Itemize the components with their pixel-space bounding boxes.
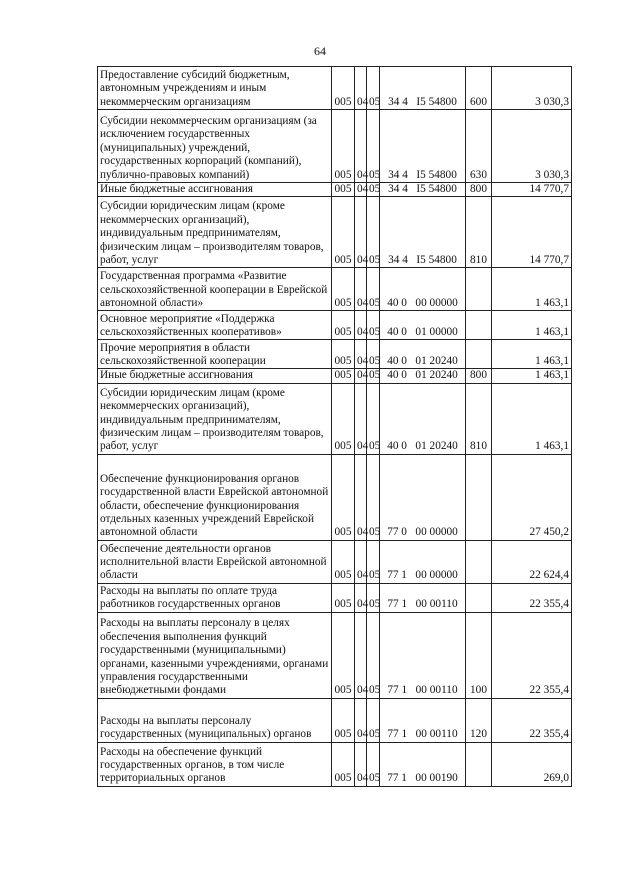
row-gr-code: 005 [332, 612, 355, 698]
row-target-article: 40 0 01 00000 [380, 311, 466, 340]
table-row [98, 67, 572, 110]
row-section-code: 04 [355, 540, 367, 583]
table-row [98, 340, 572, 369]
row-name: Расходы на выплаты персоналу в целях обеспечения выполнения функций государственными (муниципальными) органами, казенными учреждениями, органами управления государственными внебюджетными фондами [98, 612, 332, 698]
row-subsection-code: 05 [367, 311, 380, 340]
row-target-article: 34 4 I5 54800 [380, 183, 466, 197]
row-section-code: 04 [355, 583, 367, 612]
row-subsection-code: 05 [367, 340, 380, 369]
row-gr-code: 005 [332, 268, 355, 311]
row-subsection-code: 05 [367, 183, 380, 197]
row-amount: 14 770,7 [492, 183, 572, 197]
row-target-article: 34 4 I5 54800 [380, 197, 466, 268]
row-section-code: 04 [355, 197, 367, 268]
row-expense-type: 600 [466, 67, 492, 110]
row-section-code: 04 [355, 311, 367, 340]
row-amount: 1 463,1 [492, 340, 572, 369]
table-row [98, 197, 572, 268]
table-row [98, 540, 572, 583]
row-gr-code: 005 [332, 698, 355, 742]
row-subsection-code: 05 [367, 698, 380, 742]
row-target-article: 34 4 I5 54800 [380, 110, 466, 183]
row-target-article: 77 1 00 00110 [380, 612, 466, 698]
table-row [98, 454, 572, 540]
row-name: Предоставление субсидий бюджетным, автономным учреждениям и иным некоммерческим организациям [98, 67, 332, 110]
row-subsection-code: 05 [367, 369, 380, 383]
table-row [98, 612, 572, 698]
row-section-code: 04 [355, 369, 367, 383]
row-gr-code: 005 [332, 311, 355, 340]
row-name: Прочие мероприятия в области сельскохозяйственной кооперации [98, 340, 332, 369]
page-number: 64 [314, 44, 326, 58]
row-name: Обеспечение функционирования органов государственной власти Еврейской автономной области, обеспечение функционирования отдельных казенных учреждений Еврейской автономной области [98, 454, 332, 540]
row-name: Обеспечение деятельности органов исполнительной власти Еврейской автономной области [98, 540, 332, 583]
row-amount: 269,0 [492, 742, 572, 786]
table-row [98, 311, 572, 340]
row-expense-type [466, 742, 492, 786]
row-subsection-code: 05 [367, 612, 380, 698]
row-expense-type [466, 540, 492, 583]
row-expense-type: 800 [466, 369, 492, 383]
row-gr-code: 005 [332, 454, 355, 540]
row-amount: 1 463,1 [492, 369, 572, 383]
row-amount: 22 355,4 [492, 612, 572, 698]
row-subsection-code: 05 [367, 110, 380, 183]
row-subsection-code: 05 [367, 67, 380, 110]
row-gr-code: 005 [332, 742, 355, 786]
row-expense-type: 810 [466, 197, 492, 268]
row-expense-type: 800 [466, 183, 492, 197]
row-gr-code: 005 [332, 383, 355, 454]
row-name: Иные бюджетные ассигнования [98, 183, 332, 197]
row-amount: 22 355,4 [492, 698, 572, 742]
row-expense-type [466, 340, 492, 369]
row-subsection-code: 05 [367, 197, 380, 268]
row-amount: 27 450,2 [492, 454, 572, 540]
row-target-article: 77 1 00 00110 [380, 698, 466, 742]
row-expense-type: 100 [466, 612, 492, 698]
row-section-code: 04 [355, 742, 367, 786]
table-row [98, 583, 572, 612]
row-amount: 22 355,4 [492, 583, 572, 612]
row-target-article: 77 1 00 00110 [380, 583, 466, 612]
row-target-article: 40 0 01 20240 [380, 383, 466, 454]
row-section-code: 04 [355, 110, 367, 183]
row-section-code: 04 [355, 698, 367, 742]
table-row [98, 369, 572, 383]
row-section-code: 04 [355, 383, 367, 454]
row-expense-type [466, 311, 492, 340]
table-row [98, 110, 572, 183]
table-row [98, 698, 572, 742]
row-subsection-code: 05 [367, 583, 380, 612]
row-expense-type [466, 454, 492, 540]
row-amount: 14 770,7 [492, 197, 572, 268]
row-section-code: 04 [355, 454, 367, 540]
row-amount: 22 624,4 [492, 540, 572, 583]
row-section-code: 04 [355, 183, 367, 197]
row-amount: 3 030,3 [492, 67, 572, 110]
row-target-article: 77 1 00 00190 [380, 742, 466, 786]
row-subsection-code: 05 [367, 268, 380, 311]
row-gr-code: 005 [332, 369, 355, 383]
row-section-code: 04 [355, 268, 367, 311]
budget-table [97, 66, 572, 787]
row-name: Расходы на обеспечение функций государственных органов, в том числе территориальных органов [98, 742, 332, 786]
table-row [98, 268, 572, 311]
row-amount: 1 463,1 [492, 268, 572, 311]
row-amount: 1 463,1 [492, 311, 572, 340]
row-target-article: 40 0 01 20240 [380, 369, 466, 383]
row-name: Государственная программа «Развитие сельскохозяйственной кооперации в Еврейской автономной области» [98, 268, 332, 311]
row-expense-type: 810 [466, 383, 492, 454]
row-target-article: 40 0 00 00000 [380, 268, 466, 311]
row-gr-code: 005 [332, 110, 355, 183]
row-target-article: 77 0 00 00000 [380, 454, 466, 540]
row-name: Субсидии юридическим лицам (кроме некоммерческих организаций), индивидуальным предпринимателям, физическим лицам – производителям товаров, работ, услуг [98, 383, 332, 454]
row-name: Основное мероприятие «Поддержка сельскохозяйственных кооперативов» [98, 311, 332, 340]
row-amount: 1 463,1 [492, 383, 572, 454]
row-target-article: 34 4 I5 54800 [380, 67, 466, 110]
row-name: Расходы на выплаты по оплате труда работников государственных органов [98, 583, 332, 612]
row-subsection-code: 05 [367, 742, 380, 786]
row-gr-code: 005 [332, 197, 355, 268]
row-subsection-code: 05 [367, 383, 380, 454]
row-target-article: 40 0 01 20240 [380, 340, 466, 369]
row-subsection-code: 05 [367, 454, 380, 540]
row-expense-type: 120 [466, 698, 492, 742]
row-section-code: 04 [355, 67, 367, 110]
row-amount: 3 030,3 [492, 110, 572, 183]
row-name: Субсидии юридическим лицам (кроме некоммерческих организаций), индивидуальным предпринимателям, физическим лицам – производителям товаров, работ, услуг [98, 197, 332, 268]
row-expense-type: 630 [466, 110, 492, 183]
row-subsection-code: 05 [367, 540, 380, 583]
row-gr-code: 005 [332, 340, 355, 369]
row-gr-code: 005 [332, 583, 355, 612]
row-name: Субсидии некоммерческим организациям (за исключением государственных (муниципальных) учреждений, государственных корпораций (компаний), публично-правовых компаний) [98, 110, 332, 183]
table-row [98, 742, 572, 786]
row-gr-code: 005 [332, 67, 355, 110]
row-section-code: 04 [355, 612, 367, 698]
row-gr-code: 005 [332, 540, 355, 583]
table-row [98, 383, 572, 454]
row-name: Иные бюджетные ассигнования [98, 369, 332, 383]
row-target-article: 77 1 00 00000 [380, 540, 466, 583]
table-row [98, 183, 572, 197]
row-section-code: 04 [355, 340, 367, 369]
row-name: Расходы на выплаты персоналу государственных (муниципальных) органов [98, 698, 332, 742]
row-gr-code: 005 [332, 183, 355, 197]
row-expense-type [466, 583, 492, 612]
row-expense-type [466, 268, 492, 311]
